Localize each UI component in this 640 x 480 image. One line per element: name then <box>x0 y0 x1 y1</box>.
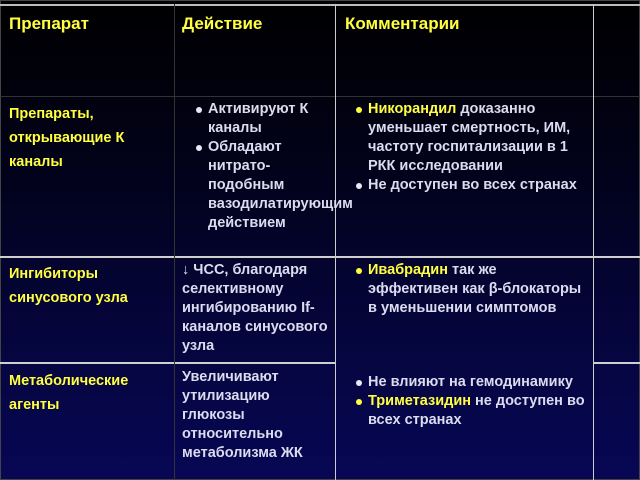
header-divider <box>0 96 640 97</box>
row2-action: ↓ ЧСС, благодаря селективному ингибированию If-каналов синусового узла <box>182 262 328 354</box>
comment-item: Никорандил доказанно уменьшает смертность, ИМ, частоту госпитализации в 1 РКК исследовании <box>355 100 580 176</box>
row-divider-1 <box>0 256 640 258</box>
row-divider-2a <box>0 362 335 364</box>
row2-drug: Ингибиторы синусового узла <box>9 266 128 306</box>
table-top-border <box>0 4 640 6</box>
col-divider-2 <box>335 4 336 480</box>
comment-item: Не доступен во всех странах <box>355 176 580 195</box>
action-item: Активируют К каналы <box>195 100 333 138</box>
row2-comments <box>355 261 585 318</box>
header-drug: Препарат <box>9 14 89 33</box>
comment-item: Триметазидин не доступен во всех странах <box>355 392 585 430</box>
row-divider-2b <box>593 362 640 364</box>
row3-action: Увеличивают утилизацию глюкозы относительно метаболизма ЖК <box>182 369 303 461</box>
col-divider-1 <box>174 4 175 480</box>
col-divider-3 <box>593 4 594 480</box>
row1-comments <box>355 100 580 195</box>
comment-item: Не влияют на гемодинамику <box>355 373 585 392</box>
header-action: Действие <box>182 14 263 33</box>
row3-drug: Метаболические агенты <box>9 373 129 413</box>
action-item: Обладают нитрато-подобным вазодилатирующим действием <box>195 138 333 233</box>
comment-item: Ивабрадин так же эффективен как β-блокаторы в уменьшении симптомов <box>355 261 585 318</box>
row1-drug: Препараты, открывающие К каналы <box>9 106 125 170</box>
header-comments: Комментарии <box>345 14 460 33</box>
row1-action <box>195 100 353 233</box>
row3-comments <box>355 373 585 430</box>
